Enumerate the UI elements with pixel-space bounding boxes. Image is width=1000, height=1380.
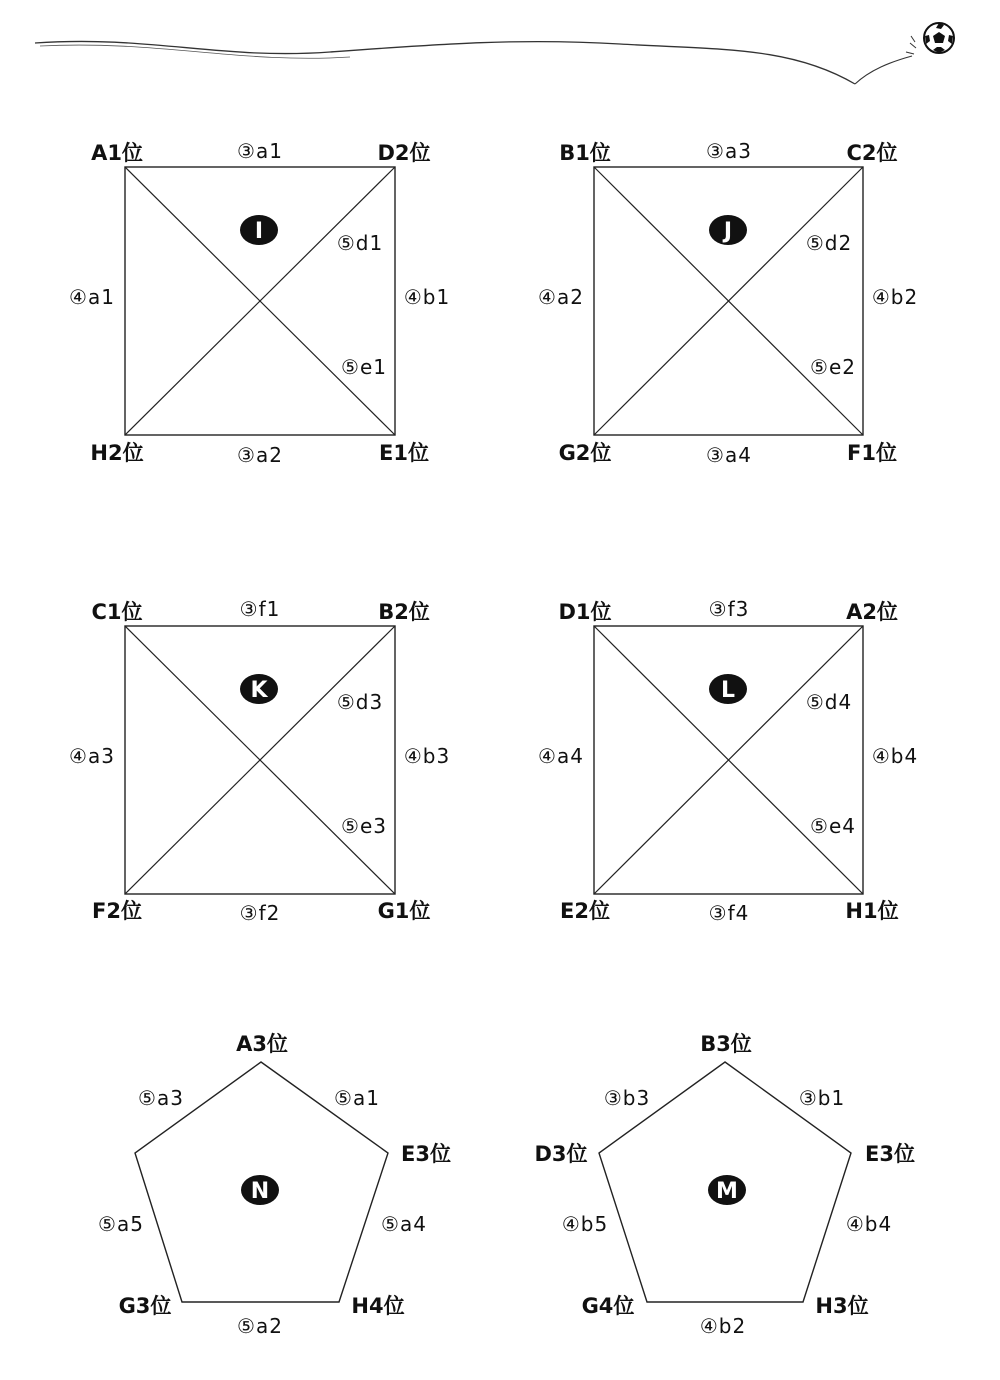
corner-bottom-right: H1位 [845, 899, 899, 923]
diagonal-lower-label: ⑤e1 [341, 355, 387, 379]
corner-top-left: B1位 [559, 141, 611, 165]
corner-bottom-left: G4位 [581, 1294, 635, 1318]
edge-bottom-label: ③f2 [239, 901, 281, 925]
edge-upper-left-label: ⑤a3 [138, 1086, 184, 1110]
header-decoration [35, 23, 954, 84]
diagonal-lower-label: ⑤e3 [341, 814, 387, 838]
diagonal-lower-label: ⑤e4 [810, 814, 856, 838]
wavy-line-shadow [40, 45, 350, 58]
diagonal-upper-label: ⑤d4 [805, 690, 853, 714]
diagonal-lower-label: ⑤e2 [810, 355, 856, 379]
diagonal-upper-label: ⑤d3 [336, 690, 384, 714]
corner-left: D3位 [534, 1142, 588, 1166]
corner-top-right: A2位 [846, 600, 898, 624]
pentagon-m [534, 1032, 915, 1338]
corner-bottom-right: H4位 [351, 1294, 405, 1318]
edge-lower-left-label: ⑤a5 [98, 1212, 144, 1236]
corner-top-right: C2位 [846, 141, 898, 165]
edge-left-label: ④a4 [538, 744, 584, 768]
square-k [69, 597, 450, 925]
edge-upper-left-label: ③b3 [603, 1086, 651, 1110]
corner-bottom-right: E1位 [379, 441, 429, 465]
edge-lower-right-label: ④b4 [845, 1212, 893, 1236]
edge-lower-right-label: ⑤a4 [381, 1212, 427, 1236]
edge-bottom-label: ③a4 [706, 443, 752, 467]
badge-label: M [716, 1179, 738, 1204]
edge-left-label: ④a2 [538, 285, 584, 309]
corner-right: E3位 [401, 1142, 451, 1166]
edge-bottom-label: ④b2 [699, 1314, 747, 1338]
corner-bottom-left: G2位 [558, 441, 612, 465]
edge-right-label: ④b4 [871, 744, 919, 768]
corner-top-right: D2位 [377, 141, 431, 165]
corner-bottom-left: H2位 [90, 441, 144, 465]
square-l [538, 597, 918, 925]
badge-label: J [723, 219, 733, 244]
corner-top: A3位 [236, 1032, 288, 1056]
edge-right-label: ④b2 [871, 285, 919, 309]
badge-label: L [720, 678, 736, 703]
edge-top-label: ③a1 [237, 139, 283, 163]
motion-lines-icon [906, 36, 916, 54]
edge-bottom-label: ⑤a2 [237, 1314, 283, 1338]
edge-lower-left-label: ④b5 [561, 1212, 609, 1236]
edge-bottom-label: ③a2 [237, 443, 283, 467]
badge-label: I [254, 219, 264, 244]
corner-top-right: B2位 [378, 600, 430, 624]
edge-left-label: ④a3 [69, 744, 115, 768]
corner-bottom-left: G3位 [118, 1294, 172, 1318]
edge-right-label: ④b1 [403, 285, 451, 309]
corner-bottom-right: F1位 [847, 441, 897, 465]
square-i [69, 139, 450, 467]
corner-top-left: C1位 [91, 600, 143, 624]
edge-right-label: ④b3 [403, 744, 451, 768]
edge-top-label: ③a3 [706, 139, 752, 163]
corner-top-left: A1位 [91, 141, 143, 165]
badge-label: N [250, 1179, 270, 1204]
square-j [538, 139, 918, 467]
corner-bottom-left: E2位 [560, 899, 610, 923]
corner-top: B3位 [700, 1032, 752, 1056]
edge-top-label: ③f1 [239, 597, 281, 621]
corner-bottom-right: G1位 [377, 899, 431, 923]
soccer-ball-icon [924, 23, 954, 53]
edge-left-label: ④a1 [69, 285, 115, 309]
corner-bottom-right: H3位 [815, 1294, 869, 1318]
pentagon-n [98, 1032, 451, 1338]
corner-right: E3位 [865, 1142, 915, 1166]
wavy-line [35, 41, 855, 84]
corner-bottom-left: F2位 [92, 899, 142, 923]
edge-upper-right-label: ③b1 [798, 1086, 846, 1110]
diagonal-upper-label: ⑤d1 [336, 231, 384, 255]
edge-upper-right-label: ⑤a1 [334, 1086, 380, 1110]
kick-line [855, 56, 912, 84]
corner-top-left: D1位 [558, 600, 612, 624]
edge-bottom-label: ③f4 [708, 901, 750, 925]
badge-label: K [250, 678, 268, 703]
diagonal-upper-label: ⑤d2 [805, 231, 853, 255]
edge-top-label: ③f3 [708, 597, 750, 621]
